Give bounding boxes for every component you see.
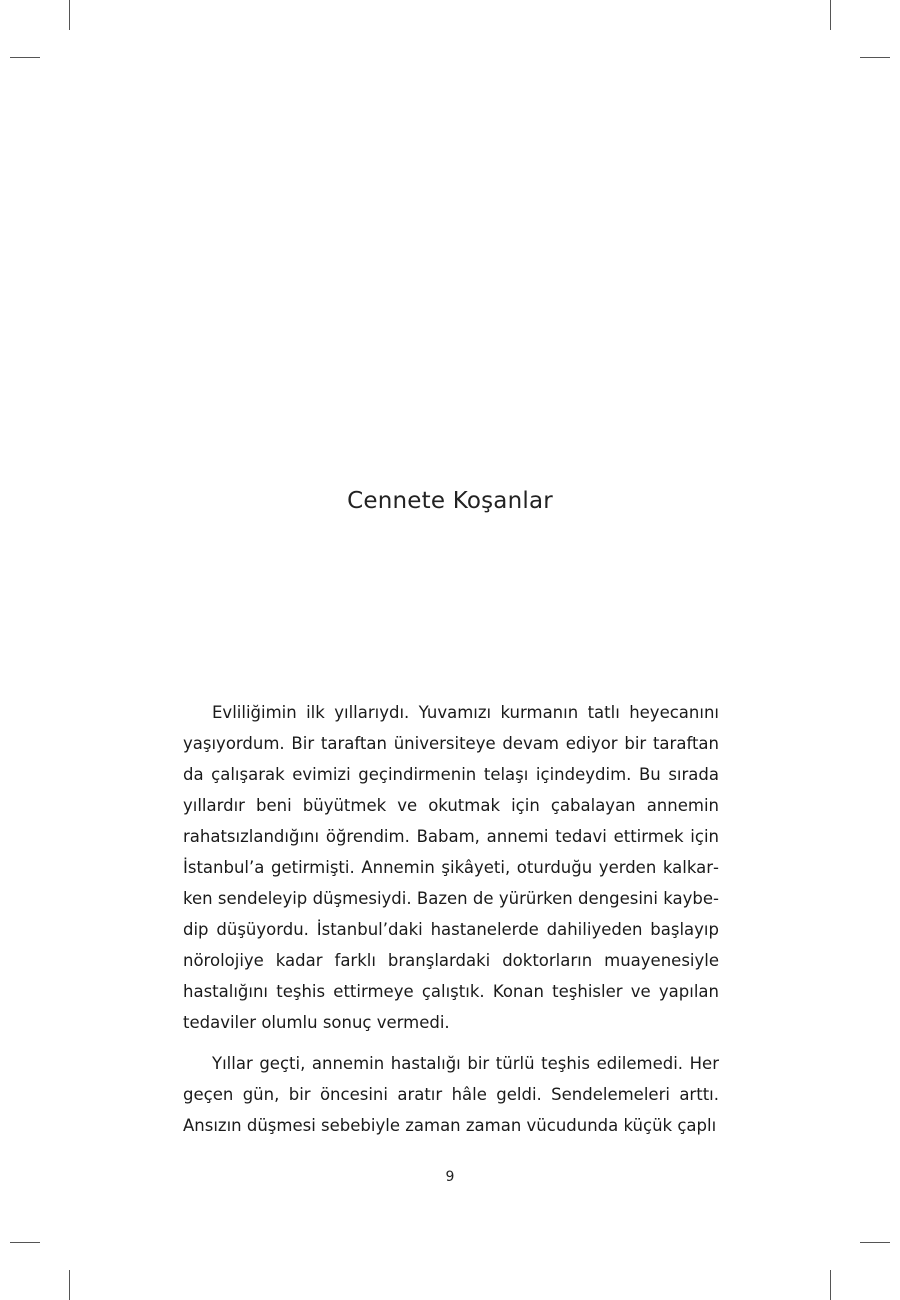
body-text [183,697,719,1151]
chapter-title: Cennete Koşanlar [347,488,553,514]
crop-mark [69,0,70,30]
crop-mark [860,57,890,58]
crop-mark [860,1242,890,1243]
crop-mark [830,1270,831,1300]
paragraph: Yıllar geçti, annemin hastalığı bir türlü teşhis edilemedi. Her geçen gün, bir öncesini aratır hâle geldi. Sendelemeleri arttı. Ansızın düşmesi sebebiyle zaman zaman vücudunda küçük çaplı [183,1054,719,1135]
page-number: 9 [445,1169,455,1185]
crop-mark [10,1242,40,1243]
paragraph: Evliliğimin ilk yıllarıydı. Yuvamızı kurmanın tatlı heyecanını yaşıyordum. Bir taraftan üniversiteye devam ediyor bir taraftan da çalışarak evimizi geçindirmenin telaşı içindeydim. Bu sırada yıllardır beni büyütmek ve okutmak için çabalayan annemin rahatsızlandığını öğrendim. Babam, annemi tedavi ettirmek için İstanbul’a getirmişti. Annemin şikâyeti, oturduğu yerden kalkarken sendeleyip düşmesiydi. Bazen de yürürken dengesini kaybedip düşüyordu. İstanbul’daki hastanelerde dahiliyeden başlayıp nörolojiye kadar farklı branşlardaki doktorların muayenesiyle hastalığını teşhis ettirmeye çalıştık. Konan teşhisler ve yapılan tedaviler olumlu sonuç vermedi. [183,703,719,1032]
crop-mark [10,57,40,58]
crop-mark [830,0,831,30]
crop-mark [69,1270,70,1300]
